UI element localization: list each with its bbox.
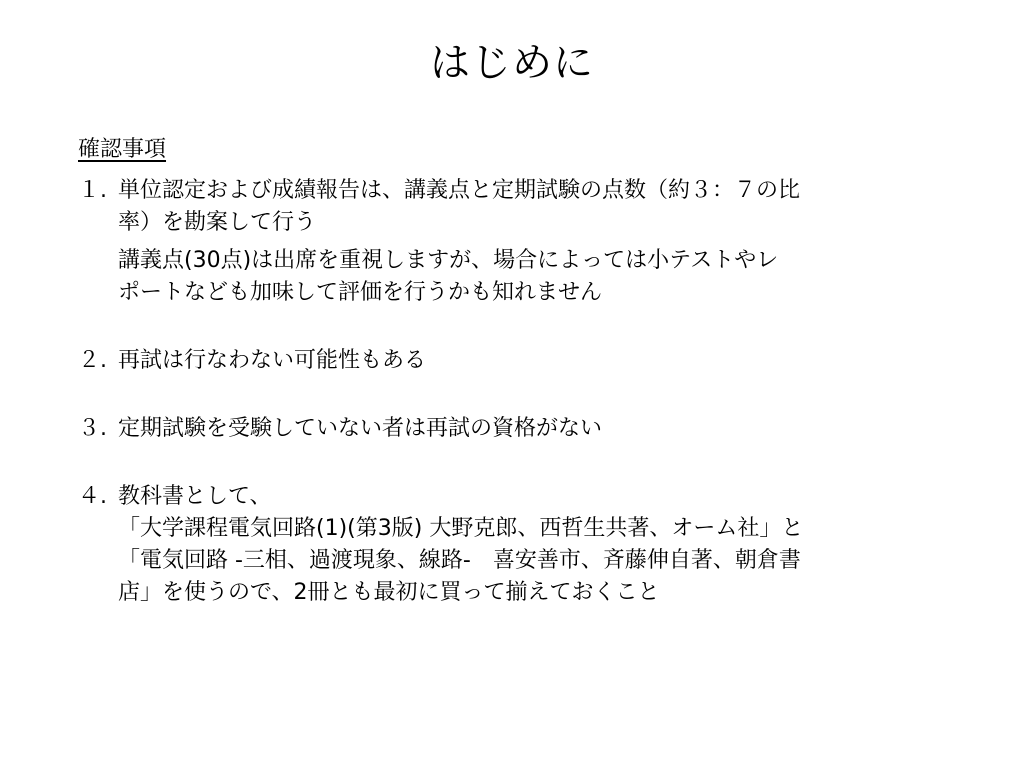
item-1-line-1: 単位認定および成績報告は、講義点と定期試験の点数（約３：７の比 [118, 178, 801, 203]
textbook-line-2: 「電気回路 -三相、過渡現象、線路- 喜安善市、斉藤伸自著、朝倉書 [118, 548, 801, 573]
textbook-list [118, 513, 958, 609]
slide-title: はじめに [430, 40, 594, 86]
list-item-2 [78, 345, 958, 377]
list-item-1 [78, 175, 958, 239]
item-number-4: ４. [78, 484, 107, 509]
item-text-3: 定期試験を受験していない者は再試の資格がない [118, 416, 603, 441]
spacer [78, 309, 958, 341]
item-1-note-line-2: ポートなども加味して評価を行うかも知れません [118, 280, 603, 305]
item-text-4: 教科書として、 [118, 484, 272, 509]
item-1-line-2: 率）を勘案して行う [118, 210, 317, 235]
list-item-3 [78, 413, 958, 445]
item-text-1 [118, 175, 958, 239]
item-text-2: 再試は行なわない可能性もある [118, 348, 427, 373]
slide-body [78, 134, 958, 609]
textbook-line-3: 店」を使うので、2冊とも最初に買って揃えておくこと [118, 580, 660, 605]
spacer [78, 445, 958, 477]
item-1-note-line-1: 講義点(30点)は出席を重視しますが、場合によっては小テストやレ [118, 248, 779, 273]
item-number-2: ２. [78, 348, 107, 373]
list-item-4 [78, 481, 958, 513]
section-heading: 確認事項 [78, 137, 167, 162]
item-number-1: １. [78, 178, 107, 203]
item-number-3: ３. [78, 416, 107, 441]
item-1-note [118, 245, 958, 309]
spacer [78, 377, 958, 409]
textbook-line-1: 「大学課程電気回路(1)(第3版) 大野克郎、西哲生共著、オーム社」と [118, 516, 804, 541]
